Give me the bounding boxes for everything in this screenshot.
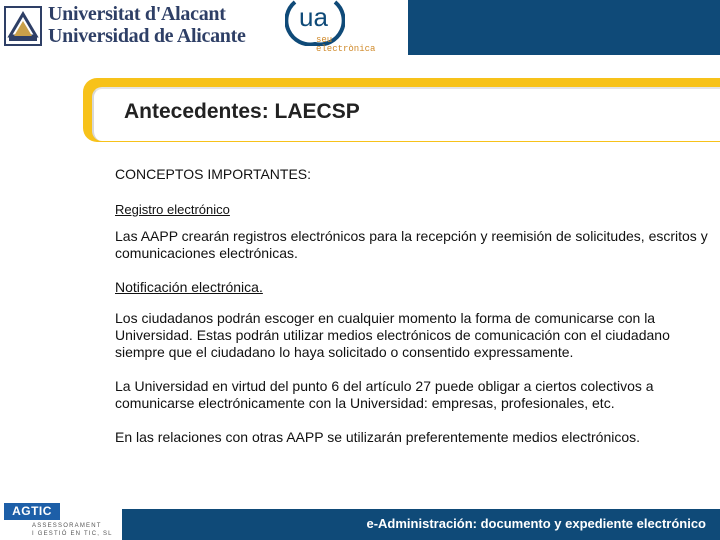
slide-title: Antecedentes: LAECSP (124, 100, 360, 123)
ua-logo-sub2: electrònica (316, 44, 376, 54)
university-name-spanish: Universidad de Alicante (48, 25, 246, 47)
footer-bar (122, 509, 720, 540)
section-title-registro: Registro electrónico (115, 202, 230, 217)
ua-logo-subtitle (316, 36, 375, 54)
section-title-notificacion: Notificación electrónica. (115, 279, 263, 295)
ua-logo-text: ua (299, 2, 328, 32)
agtic-logo: AGTIC (4, 503, 60, 520)
header-blue-band (408, 0, 720, 55)
concepts-heading: CONCEPTOS IMPORTANTES: (115, 166, 312, 182)
section-text-notificacion-1: Los ciudadanos podrán escoger en cualquier momento la forma de comunicarse con la Universidad. Estas podrán utilizar medios electrónicos de comunicación con el ciudadano siempre que el ciudadano lo haya solicitado o consentido expressamente. (115, 310, 670, 360)
agtic-sub2: I GESTIÓ EN TIC, SL (32, 531, 113, 537)
university-shield-icon (4, 6, 42, 46)
agtic-subtitle (32, 522, 113, 538)
seu-electronica-logo (283, 0, 393, 55)
slide-content (115, 166, 710, 446)
header (0, 0, 720, 55)
section-text-notificacion-3: En las relaciones con otras AAPP se utilizarán preferentemente medios electrónicos. (115, 429, 641, 445)
university-logo (0, 0, 250, 55)
agtic-sub1: ASSESSORAMENT (32, 523, 102, 529)
section-text-registro: Las AAPP crearán registros electrónicos para la recepción y reemisión de solicitudes, escritos y comunicaciones electrónicas. (115, 228, 708, 261)
university-name-valencian: Universitat d'Alacant (48, 3, 226, 25)
footer-title: e-Administración: documento y expediente electrónico (366, 516, 706, 531)
ua-logo-sub1: seu (316, 35, 333, 45)
section-text-notificacion-2: La Universidad en virtud del punto 6 del artículo 27 puede obligar a ciertos colectivos a comunicarse electrónicamente con la Universidad: empresas, profesionales, etc. (115, 378, 654, 411)
